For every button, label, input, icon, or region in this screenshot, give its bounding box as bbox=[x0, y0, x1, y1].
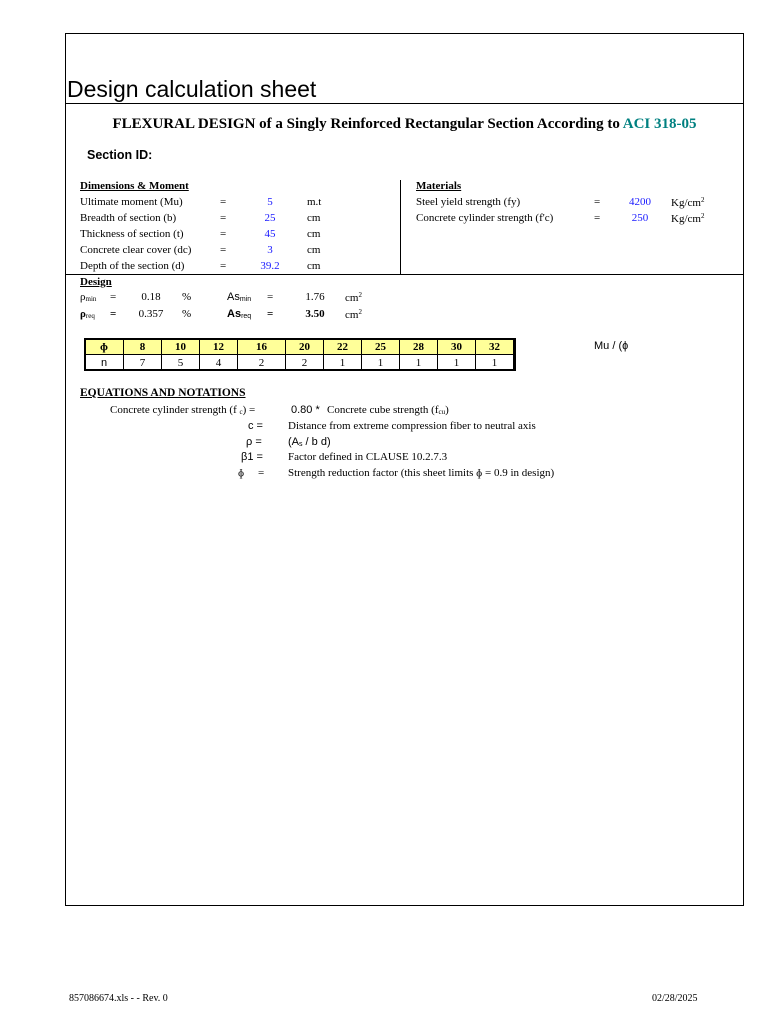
count-cell: 1 bbox=[438, 355, 476, 371]
dim-value-b[interactable]: 25 bbox=[264, 212, 276, 224]
dim-label: Breadth of section (b) bbox=[80, 212, 177, 224]
dim-eq: = bbox=[220, 244, 227, 256]
diameter-cell: 25 bbox=[362, 339, 400, 355]
count-cell: 4 bbox=[200, 355, 238, 371]
dim-unit: cm bbox=[307, 260, 321, 272]
materials-header: Materials bbox=[416, 180, 462, 192]
mat-eq: = bbox=[594, 196, 601, 208]
diameter-cell: 12 bbox=[200, 339, 238, 355]
rho-min-unit: % bbox=[182, 291, 192, 303]
subtitle-main: FLEXURAL DESIGN of a Singly Reinforced Rectangular Section According to bbox=[112, 116, 623, 132]
dim-value-mu[interactable]: 5 bbox=[267, 196, 273, 208]
eq3-symbol: ρ = bbox=[246, 436, 262, 448]
dim-label: Concrete clear cover (dc) bbox=[80, 244, 192, 256]
dim-eq: = bbox=[220, 212, 227, 224]
bar-table bbox=[84, 338, 514, 371]
rho-req-symbol: $\rho_{req}$ bbox=[80, 308, 95, 320]
rho-req-unit: % bbox=[182, 308, 192, 320]
diameter-cell: 30 bbox=[438, 339, 476, 355]
diameter-cell: 32 bbox=[476, 339, 514, 355]
dim-eq: = bbox=[220, 196, 227, 208]
diameter-cell: 22 bbox=[324, 339, 362, 355]
subtitle-code: ACI 318-05 bbox=[622, 116, 697, 132]
mat-eq: = bbox=[594, 212, 601, 224]
side-note: Mu / (ɸ bbox=[594, 340, 629, 352]
count-cell: 1 bbox=[362, 355, 400, 371]
dim-unit: m.t bbox=[307, 196, 322, 208]
rho-req-eq: = bbox=[110, 308, 117, 320]
eq1-label: Concrete cylinder strength (f $_c$) = bbox=[110, 404, 256, 416]
count-cell: 1 bbox=[400, 355, 438, 371]
as-min-value: 1.76 bbox=[305, 291, 325, 303]
page-title: Design calculation sheet bbox=[67, 76, 317, 102]
dim-label: Depth of the section (d) bbox=[80, 260, 185, 272]
diameter-cell: 20 bbox=[286, 339, 324, 355]
dimensions-header: Dimensions & Moment bbox=[80, 180, 189, 192]
as-req-eq: = bbox=[267, 308, 274, 320]
phi-header-cell: ɸ bbox=[85, 339, 124, 355]
equations-header: EQUATIONS AND NOTATIONS bbox=[80, 387, 246, 399]
eq1-text: Concrete cube strength $(f_{cu})$ bbox=[327, 404, 449, 416]
eq3-text: ($A_s$ / b d) bbox=[288, 436, 331, 448]
footer-file: 857086674.xls - - Rev. 0 bbox=[69, 993, 168, 1004]
eq2-text: Distance from extreme compression fiber to neutral axis bbox=[288, 420, 536, 432]
dim-eq: = bbox=[220, 260, 227, 272]
design-header: Design bbox=[80, 276, 112, 288]
eq2-symbol: c = bbox=[248, 420, 263, 432]
section-id-label[interactable]: Section ID: bbox=[87, 148, 153, 162]
rho-min-value: 0.18 bbox=[141, 291, 161, 303]
dim-label: Thickness of section (t) bbox=[80, 228, 184, 240]
diameter-cell: 28 bbox=[400, 339, 438, 355]
dim-value-t[interactable]: 45 bbox=[264, 228, 276, 240]
eq5-symbol: ɸ bbox=[238, 467, 245, 479]
eq5-text: Strength reduction factor (this sheet limits ɸ = 0.9 in design) bbox=[288, 467, 555, 479]
dim-label: Ultimate moment (Mu) bbox=[80, 196, 183, 208]
count-label-cell: n bbox=[85, 355, 124, 371]
diameter-cell: 8 bbox=[124, 339, 162, 355]
dim-eq: = bbox=[220, 228, 227, 240]
as-min-eq: = bbox=[267, 291, 274, 303]
as-min-symbol: $As_{min}$ bbox=[227, 291, 252, 303]
as-min-unit: $cm^2$ bbox=[345, 291, 362, 304]
dim-unit: cm bbox=[307, 212, 321, 224]
diameter-cell: 10 bbox=[162, 339, 200, 355]
rho-min-symbol: $\rho_{min}$ bbox=[80, 291, 97, 303]
dim-value-d: 39.2 bbox=[260, 260, 280, 272]
mat-label: Concrete cylinder strength (f'c) bbox=[416, 212, 554, 224]
count-cell: 1 bbox=[324, 355, 362, 371]
as-req-unit: $cm^2$ bbox=[345, 308, 362, 321]
eq4-text: Factor defined in CLAUSE 10.2.7.3 bbox=[288, 451, 448, 463]
bar-count-row bbox=[85, 355, 514, 371]
bar-diameter-row bbox=[85, 339, 514, 355]
diameter-cell: 16 bbox=[238, 339, 286, 355]
eq4-symbol: β1 = bbox=[241, 451, 263, 463]
column-divider bbox=[400, 180, 401, 274]
eq1-value: 0.80 * bbox=[291, 404, 320, 416]
dim-unit: cm bbox=[307, 228, 321, 240]
rho-min-eq: = bbox=[110, 291, 117, 303]
count-cell: 2 bbox=[286, 355, 324, 371]
count-cell: 1 bbox=[476, 355, 514, 371]
count-cell: 2 bbox=[238, 355, 286, 371]
dim-unit: cm bbox=[307, 244, 321, 256]
count-cell: 5 bbox=[162, 355, 200, 371]
mat-label: Steel yield strength (fy) bbox=[416, 196, 521, 208]
mat-value-fc[interactable]: 250 bbox=[631, 212, 649, 224]
mat-unit: $Kg/cm^2$ bbox=[671, 212, 705, 225]
count-cell: 7 bbox=[124, 355, 162, 371]
eq5-eq: = bbox=[258, 467, 265, 479]
mat-value-fy[interactable]: 4200 bbox=[629, 196, 651, 208]
design-divider bbox=[65, 274, 744, 275]
footer-date: 02/28/2025 bbox=[652, 993, 698, 1004]
rho-req-value: 0.357 bbox=[138, 308, 164, 320]
mat-unit: $Kg/cm^2$ bbox=[671, 196, 705, 209]
subtitle bbox=[65, 116, 744, 133]
dim-value-dc[interactable]: 3 bbox=[267, 244, 273, 256]
as-req-value: 3.50 bbox=[305, 308, 325, 320]
as-req-symbol: $As_{req}$ bbox=[227, 308, 252, 320]
title-divider bbox=[65, 103, 744, 104]
